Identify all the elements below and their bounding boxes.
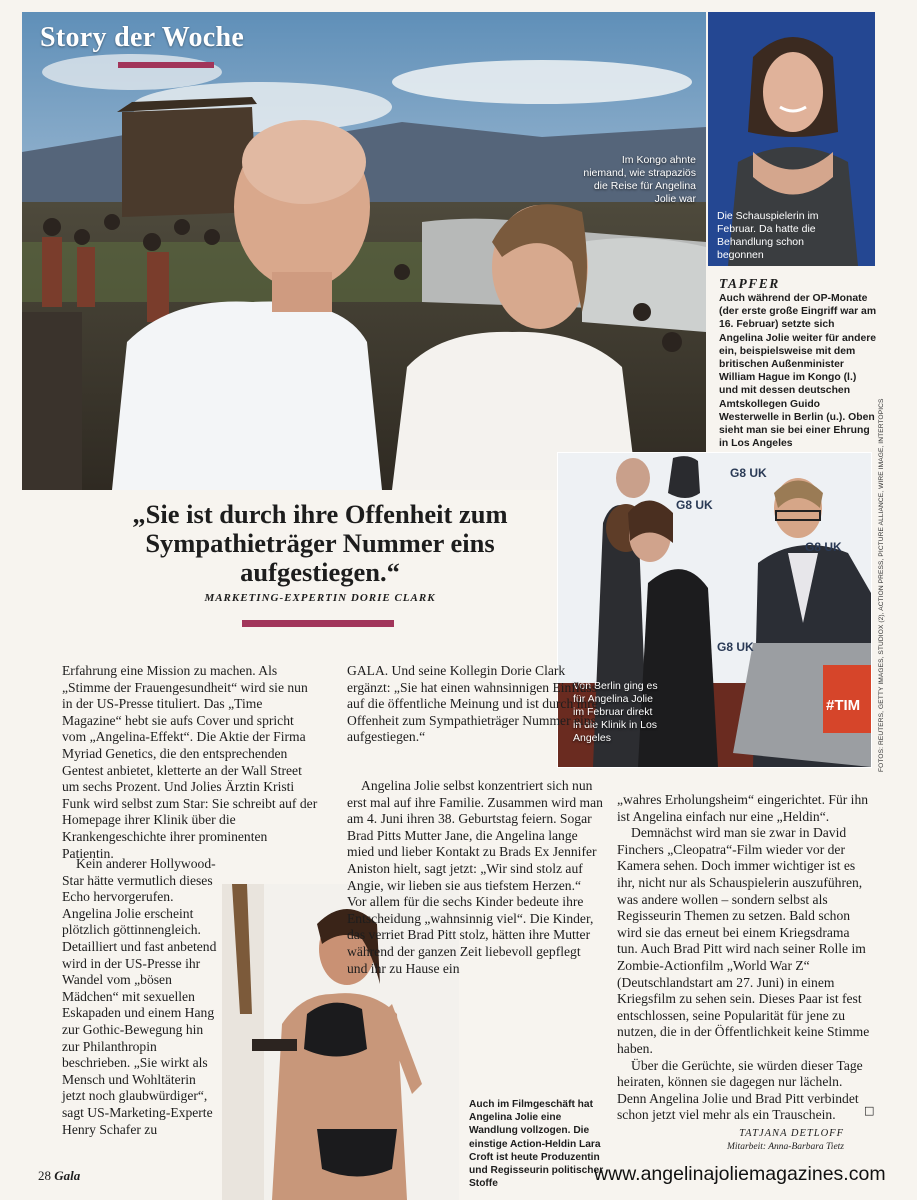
sidebar-title: TAPFER [719,276,780,291]
berlin-caption: Von Berlin ging es für Angelina Jolie im Februar direkt in die Klinik in Los Angeles [573,680,658,744]
section-title: Story der Woche [40,22,245,53]
byline-contributor: Mitarbeit: Anna-Barbara Tietz [727,1142,844,1152]
g8-sign-1: G8 UK [730,466,767,480]
main-photo-caption: Im Kongo ahnte niemand, wie strapaziös die Reise für Angelina Jolie war [583,154,696,205]
text-column-3 [617,792,873,1124]
col3-para-3: Über die Gerüchte, sie würden dieser Tage heiraten, können sie dagegen nur lächeln. Denn Angelina Jolie und Brad Pitt verbindet schon jetzt viel mehr als ein Trauschein. [617,1057,863,1123]
text-column-2-lower [347,778,603,977]
text-column-2 [347,663,603,746]
g8-sign-2: G8 UK [676,498,713,512]
magazine-name: Gala [54,1168,81,1183]
portrait-caption: Die Schauspielerin im Februar. Da hatte die Behandlung schon begonnen [717,210,819,261]
byline-author: TATJANA DETLOFF [739,1128,844,1139]
section-title-rule [118,62,214,68]
col1-para-2: Kein anderer Hollywood-Star hätte vermutlich dieses Echo hervorgerufen. Angelina Jolie erscheint plötzlich göttinnengleich. Detailliert und fast anbetend wird in der US-Presse ihr Wandel vom „bösen Mädchen“ mit sexuellen Eskapaden und einem Hang zur Gothic-Bewegung hin zur Philanthropin beschrieben. „Sie wirkt als Mensch und Wohltäterin jetzt noch glaubwürdiger“, sagt US-Marketing-Experte Henry Schafer zu [62,856,217,1137]
sidebar-text: Auch während der OP-Monate (der erste große Eingriff war am 16. Februar) setzte sich Angelina Jolie weiter für andere ein, beispielsweise mit dem britischen Außenminister William Hague im Kongo (l.) und mit dessen deutschen Amtskollegen Guido Westerwelle in Berlin (u.). Oben sieht man sie bei einer Ehrung in Los Angeles [719,293,877,450]
col3-para-1: „wahres Erholungsheim“ eingerichtet. Für ihn ist Angelina einfach nur eine „Heldin“. [617,792,869,824]
pull-quote-rule [242,620,394,627]
g8-sign-3: G8 UK [805,540,842,554]
lara-croft-caption: Auch im Filmgeschäft hat Angelina Jolie eine Wandlung vollzogen. Die einstige Action-Heldin Lara Croft ist heute Produzentin und Regisseurin politischer Stoffe [469,1099,604,1190]
tim-sign: #TIM [826,697,861,714]
col2-para-2: Angelina Jolie selbst konzentriert sich nun erst mal auf ihre Familie. Zusammen wird man am 4. Juni ihren 38. Geburtstag feiern. Sogar Brad Pitts Mutter Jane, die Angelina lange mied und lieber Kontakt zu Brads Ex Jennifer Aniston hielt, sagt jetzt: „Wir sind stolz auf Angie, wir lieben sie aus tiefstem Herzen.“ Vor allem für die sechs Kinder bedeute ihre Entscheidung „wahnsinnig viel“. Die Kinder, das verriet Brad Pitt stolz, hätten ihre Mutter während der ganzen Zeit liebevoll gepflegt und ihr zu Hause ein [347,778,603,976]
page-number: 28 [38,1168,51,1183]
col1-para-1: Erfahrung eine Mission zu machen. Als „Stimme der Frauengesundheit“ wird sie nun in der US-Presse tituliert. Das „Time Magazine“ hebt sie aufs Cover und spricht vom „Angelina-Effekt“. Die Aktie der Firma Myriad Genetics, die den entsprechenden Gentest anbietet, kletterte an der Wall Street um sechs Prozent. Und Jolies Ärztin Kristi Funk wird selbst zum Star: Sie schreibt auf der Homepage ihrer Klinik über die Krankengeschichte ihrer prominenten Patientin. [62,663,318,861]
watermark: www.angelinajoliemagazines.com [594,1163,886,1185]
text-column-1-lower [62,856,222,1138]
g8-sign-4: G8 UK [717,640,754,654]
page-footer [38,1168,80,1184]
end-mark: □ [864,1104,875,1117]
pull-quote: „Sie ist durch ihre Offenheit zum Sympathieträger Nummer eins aufgestiegen.“ [132,499,508,587]
col3-para-2: Demnächst wird man sie zwar in David Finchers „Cleopatra“-Film wieder vor der Kamera sehen. Doch immer wichtiger ist es ihr, nicht nur als Schauspielerin auszuführen, was andere wollen – sondern selbst als Regisseurin Themen zu setzen. Bald schon wird sie das erneut bei einem Kriegsdrama tun. Auch Brad Pitt wird nach seiner Rolle im Zombie-Actionfilm „World War Z“ (Deutschlandstart am 27. Juni) in einem Kriegsfilm zu sehen sein. Dieses Paar ist fest entschlossen, seine Popularität für jene zu nutzen, die in der Öffentlichkeit keine Stimme haben. [617,825,870,1056]
text-column-1 [62,663,318,862]
pull-quote-attribution: MARKETING-EXPERTIN DORIE CLARK [204,592,436,604]
photo-credits: FOTOS: REUTERS, GETTY IMAGES, STUDIOX (2), ACTION PRESS, PICTURE ALLIANCE, WIRE IMAGE, INTERTOPICS [878,398,885,772]
col2-para-1: GALA. Und seine Kollegin Dorie Clark ergänzt: „Sie hat einen wahnsinnigen Einfluss auf die öffentliche Meinung und ist durch ihre Offenheit zum Sympathieträger Nummer eins aufgestiegen.“ [347,663,598,745]
congo-photo [22,12,706,490]
congo-scene [22,12,706,490]
